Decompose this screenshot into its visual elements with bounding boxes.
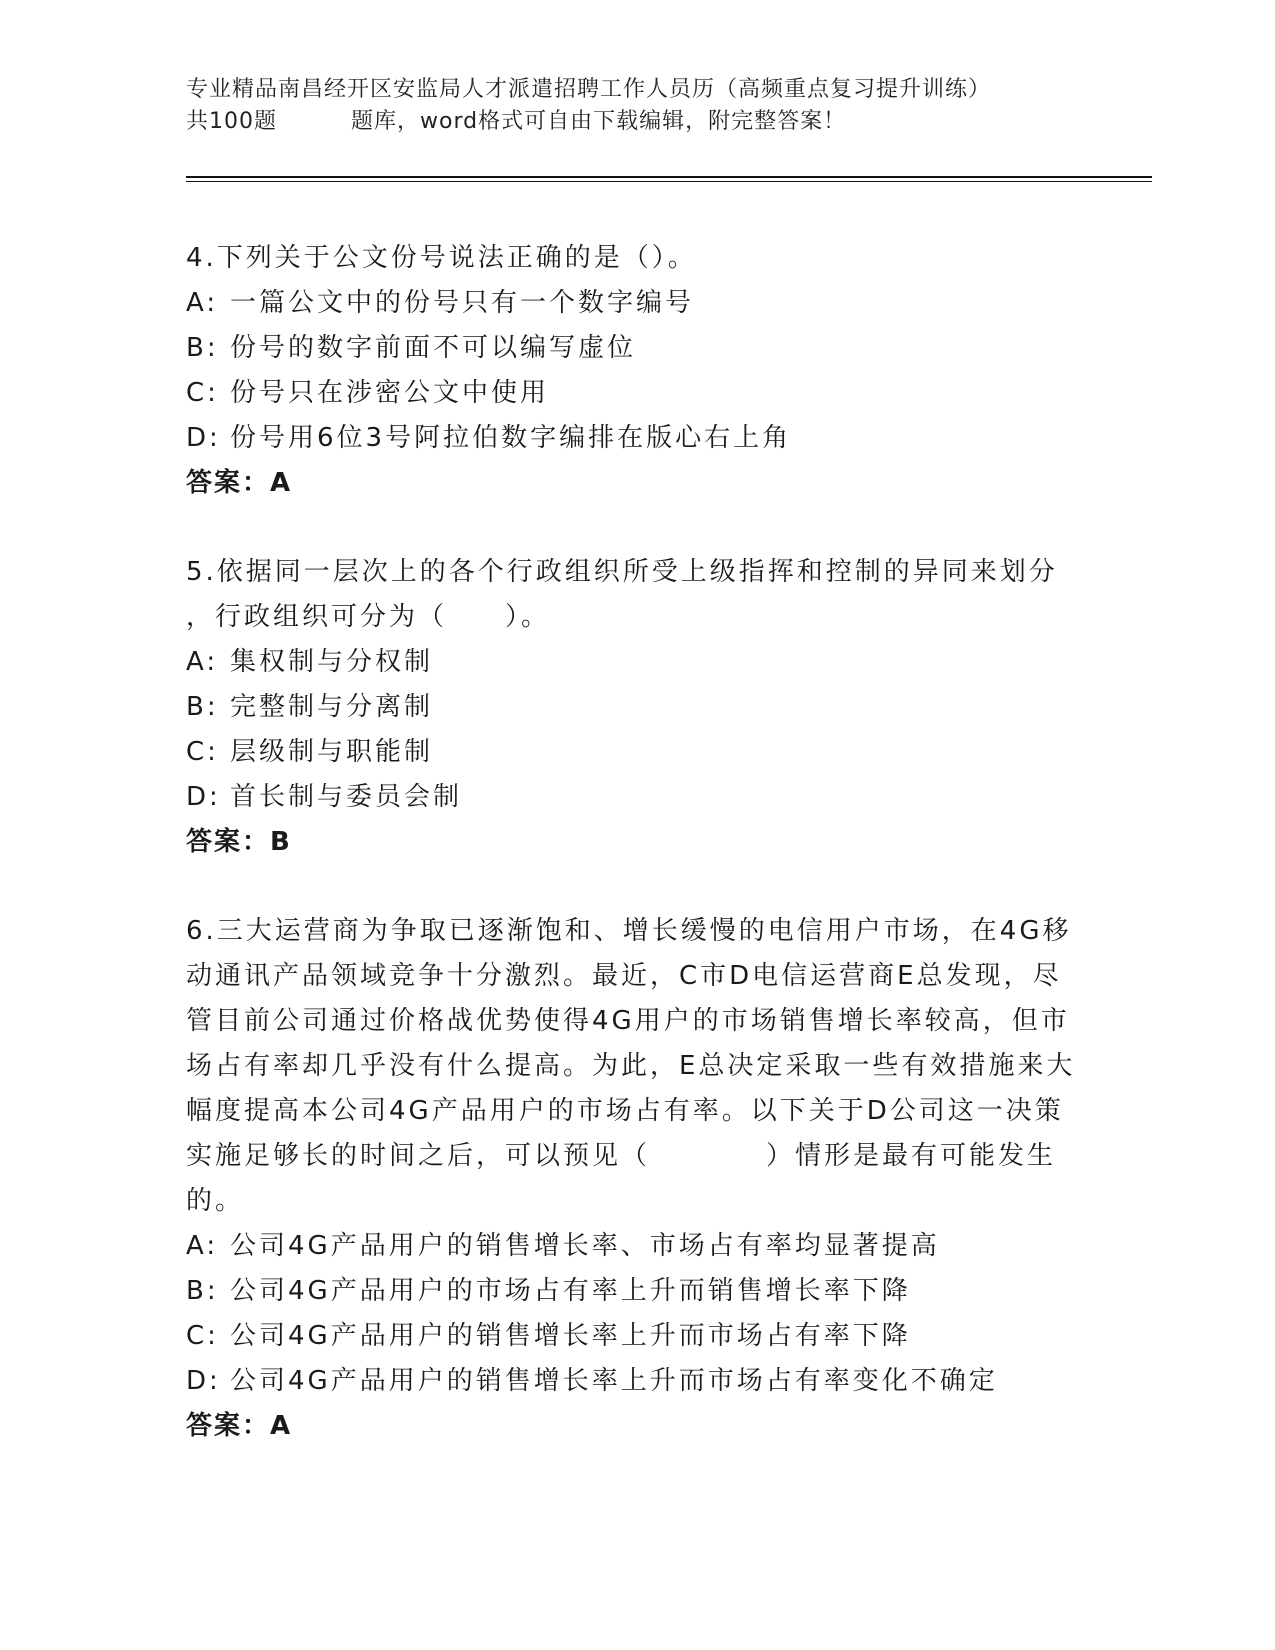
question-text-line: 幅度提高本公司4G产品用户的市场占有率。以下关于D公司这一决策: [186, 1096, 1064, 1126]
option-d: [186, 416, 1086, 461]
option-letter: B:: [186, 692, 219, 722]
option-text: 份号用6位3号阿拉伯数字编排在版心右上角: [230, 423, 792, 453]
option-text: 公司4G产品用户的销售增长率上升而市场占有率变化不确定: [230, 1366, 998, 1396]
question-text-line: ，行政组织可分为（ ）。: [186, 602, 551, 632]
question-text-line: 管目前公司通过价格战优势使得4G用户的市场销售增长率较高，但市: [186, 1006, 1070, 1036]
page-header: [186, 74, 1086, 138]
option-c: [186, 730, 1086, 775]
option-b: [186, 685, 1086, 730]
answer-text: 答案：A: [186, 1411, 293, 1441]
question-list: [186, 236, 1086, 1493]
option-letter: A:: [186, 647, 219, 677]
question-item: [186, 909, 1086, 1449]
option-d: [186, 775, 1086, 820]
option-letter: A:: [186, 288, 219, 318]
question-text: 4.下列关于公文份号说法正确的是（）。: [186, 243, 697, 273]
option-b: [186, 326, 1086, 371]
question-text-line: 的。: [186, 1186, 245, 1216]
option-text: 完整制与分离制: [230, 692, 434, 722]
option-b: [186, 1269, 1086, 1314]
option-letter: C:: [186, 737, 219, 767]
header-count: 共100题: [186, 109, 277, 134]
option-letter: D:: [186, 423, 221, 453]
option-text: 份号的数字前面不可以编写虚位: [230, 333, 637, 363]
question-item: [186, 236, 1086, 506]
question-text-line: 动通讯产品领域竞争十分激烈。最近，C市D电信运营商E总发现，尽: [186, 961, 1062, 991]
header-description: 题库，word格式可自由下载编辑，附完整答案！: [351, 109, 847, 134]
option-letter: D:: [186, 1366, 221, 1396]
answer-text: 答案：A: [186, 468, 293, 498]
question-text-line: 实施足够长的时间之后，可以预见（ ）情形是最有可能发生: [186, 1141, 1057, 1171]
option-text: 公司4G产品用户的市场占有率上升而销售增长率下降: [230, 1276, 911, 1306]
question-text-line: 场占有率却几乎没有什么提高。为此，E总决定采取一些有效措施来大: [186, 1051, 1076, 1081]
option-letter: C:: [186, 378, 219, 408]
option-letter: D:: [186, 782, 221, 812]
option-a: [186, 640, 1086, 685]
option-c: [186, 371, 1086, 416]
header-divider-thick: [186, 176, 1152, 178]
option-letter: B:: [186, 333, 219, 363]
option-text: 公司4G产品用户的销售增长率、市场占有率均显著提高: [230, 1231, 940, 1261]
option-letter: C:: [186, 1321, 219, 1351]
option-text: 首长制与委员会制: [230, 782, 463, 812]
option-text: 层级制与职能制: [230, 737, 434, 767]
option-d: [186, 1359, 1086, 1404]
option-letter: A:: [186, 1231, 219, 1261]
option-text: 一篇公文中的份号只有一个数字编号: [230, 288, 695, 318]
question-text-line: 5.依据同一层次上的各个行政组织所受上级指挥和控制的异同来划分: [186, 557, 1058, 587]
option-text: 公司4G产品用户的销售增长率上升而市场占有率下降: [230, 1321, 911, 1351]
option-a: [186, 281, 1086, 326]
question-item: [186, 550, 1086, 865]
question-text-line: 6.三大运营商为争取已逐渐饱和、增长缓慢的电信用户市场，在4G移: [186, 916, 1072, 946]
option-text: 集权制与分权制: [230, 647, 434, 677]
option-text: 份号只在涉密公文中使用: [230, 378, 550, 408]
option-a: [186, 1224, 1086, 1269]
answer-text: 答案：B: [186, 827, 292, 857]
option-c: [186, 1314, 1086, 1359]
header-title-line: 专业精品南昌经开区安监局人才派遣招聘工作人员历（高频重点复习提升训练）: [186, 77, 992, 102]
header-subtitle-line: [186, 106, 1086, 138]
header-divider-thin: [186, 181, 1152, 182]
option-letter: B:: [186, 1276, 219, 1306]
